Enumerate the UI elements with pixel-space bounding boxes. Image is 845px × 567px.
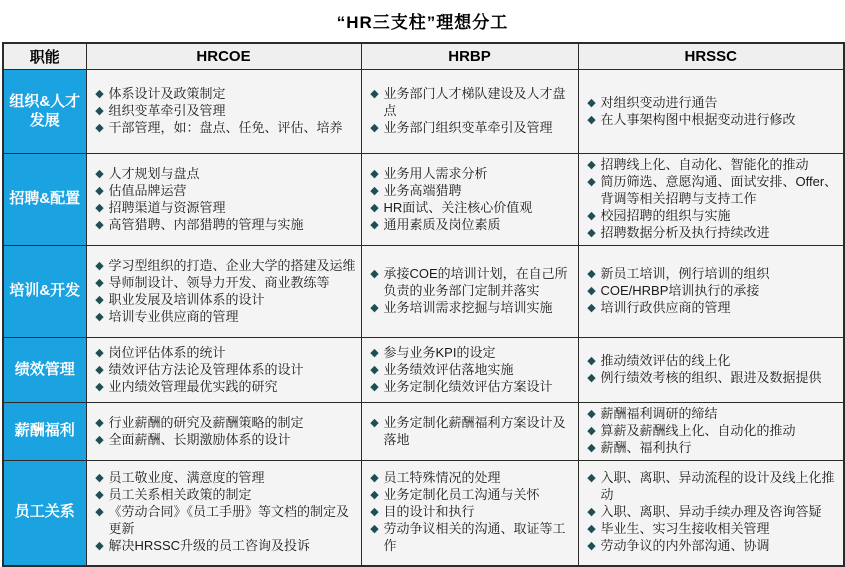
task-item-text: 《劳动合同》《员工手册》等文档的制定及更新 (108, 504, 350, 537)
table-row (3, 403, 844, 461)
list-item (583, 266, 840, 283)
list-item (366, 487, 574, 504)
diamond-bullet-icon: ◆ (587, 113, 596, 126)
cell-hrcoe (86, 403, 361, 461)
diamond-bullet-icon: ◆ (587, 209, 596, 222)
list-item (366, 415, 574, 449)
diamond-bullet-icon: ◆ (95, 506, 104, 519)
cell-hrbp (361, 70, 578, 154)
task-item-text: 业务用人需求分析 (383, 165, 488, 181)
cell-hrbp (361, 461, 578, 566)
list-item (366, 217, 574, 234)
diamond-bullet-icon: ◆ (95, 346, 104, 359)
diamond-bullet-icon: ◆ (587, 285, 596, 297)
task-item-text: 劳动争议相关的沟通、取证等工作 (383, 521, 566, 554)
diamond-bullet-icon: ◆ (370, 506, 379, 519)
task-item-text: 新员工培训，例行培训的组织 (600, 266, 770, 281)
list-item (91, 258, 357, 275)
list-item (91, 432, 357, 449)
table-row (3, 70, 844, 154)
list-item (91, 538, 357, 555)
list-item (91, 309, 357, 326)
diamond-bullet-icon: ◆ (95, 218, 104, 231)
cell-hrssc (578, 338, 844, 403)
diamond-bullet-icon: ◆ (95, 310, 104, 323)
diamond-bullet-icon: ◆ (370, 121, 379, 134)
diamond-bullet-icon: ◆ (95, 489, 104, 502)
list-item (366, 521, 574, 555)
diamond-bullet-icon: ◆ (370, 301, 379, 314)
task-item-text: 体系设计及政策制定 (108, 86, 226, 101)
list-item (366, 200, 574, 217)
task-item-text: 业务部门组织变革牵引及管理 (383, 119, 553, 135)
task-item-text: 学习型组织的打造、企业大学的搭建及运维 (108, 257, 356, 273)
list-item (366, 266, 574, 300)
list-item (583, 283, 840, 300)
row-label: 员工关系 (3, 461, 86, 566)
diamond-bullet-icon: ◆ (370, 218, 379, 231)
diamond-bullet-icon: ◆ (95, 380, 104, 393)
task-item-text: 业务定制化薪酬福利方案设计及落地 (383, 414, 566, 447)
list-item (91, 166, 357, 183)
list-item (583, 521, 840, 538)
diamond-bullet-icon: ◆ (95, 472, 104, 485)
task-item-text: 校园招聘的组织与实施 (600, 207, 731, 223)
table-body (3, 70, 844, 566)
list-item (91, 183, 357, 200)
table-row (3, 461, 844, 566)
cell-hrbp (361, 154, 578, 246)
diamond-bullet-icon: ◆ (587, 540, 596, 553)
list-item (91, 362, 357, 379)
row-label: 绩效管理 (3, 338, 86, 403)
table-row (3, 338, 844, 403)
list-item (583, 423, 840, 440)
list-item (91, 86, 357, 103)
list-item (91, 504, 357, 538)
task-item-text: 例行绩效考核的组织、跟进及数据提供 (600, 370, 822, 385)
task-item-text: 全面薪酬、长期激励体系的设计 (108, 431, 291, 447)
list-item (366, 504, 574, 521)
task-item-text: 薪酬福利调研的缔结 (600, 406, 718, 421)
row-label: 组织&人才发展 (3, 70, 86, 154)
row-label: 招聘&配置 (3, 154, 86, 246)
diamond-bullet-icon: ◆ (95, 184, 104, 197)
list-item (91, 470, 357, 487)
list-item (366, 379, 574, 396)
task-item-text: 职业发展及培训体系的设计 (108, 291, 265, 307)
column-header-function: 职能 (3, 43, 86, 70)
task-item-text: HR面试、关注核心价值观 (383, 199, 533, 215)
diamond-bullet-icon: ◆ (587, 425, 596, 437)
diamond-bullet-icon: ◆ (587, 96, 596, 109)
task-item-text: 薪酬、福利执行 (600, 440, 692, 455)
diamond-bullet-icon: ◆ (95, 416, 104, 429)
diamond-bullet-icon: ◆ (370, 472, 379, 485)
row-label: 薪酬福利 (3, 403, 86, 461)
diamond-bullet-icon: ◆ (95, 122, 104, 134)
diamond-bullet-icon: ◆ (95, 167, 104, 180)
diamond-bullet-icon: ◆ (370, 416, 379, 429)
diamond-bullet-icon: ◆ (587, 226, 596, 239)
list-item (366, 470, 574, 487)
diamond-bullet-icon: ◆ (370, 88, 379, 101)
list-item (366, 345, 574, 362)
list-item (583, 406, 840, 423)
page-title: “HR三支柱”理想分工 (336, 13, 509, 32)
task-item-text: 培训专业供应商的管理 (108, 308, 239, 324)
task-item-text: 导师制设计、领导力开发、商业教练等 (108, 274, 330, 290)
task-item-text: 业内绩效管理最优实践的研究 (108, 378, 278, 394)
list-item (583, 538, 840, 555)
task-item-text: 绩效评估方法论及管理体系的设计 (108, 361, 304, 377)
table-row (3, 154, 844, 246)
list-item (583, 174, 840, 208)
cell-hrbp (361, 338, 578, 403)
task-item-text: 业务绩效评估落地实施 (383, 361, 514, 377)
diamond-bullet-icon: ◆ (370, 268, 379, 281)
diamond-bullet-icon: ◆ (95, 433, 104, 446)
diamond-bullet-icon: ◆ (370, 184, 379, 197)
list-item (583, 470, 840, 504)
task-item-text: 员工敬业度、满意度的管理 (108, 470, 265, 486)
column-header-hrbp: HRBP (361, 43, 578, 70)
task-item-text: 培训行政供应商的管理 (600, 300, 731, 315)
task-item-text: 毕业生、实习生接收相关管理 (600, 521, 770, 537)
list-item (91, 103, 357, 120)
diamond-bullet-icon: ◆ (587, 302, 596, 314)
task-item-text: 承接COE的培训计划，在自己所负责的业务部门定制并落实 (383, 266, 568, 298)
cell-hrcoe (86, 154, 361, 246)
cell-hrssc (578, 70, 844, 154)
task-item-text: 岗位评估体系的统计 (108, 344, 226, 360)
list-item (91, 217, 357, 234)
cell-hrssc (578, 403, 844, 461)
list-item (583, 440, 840, 457)
task-item-text: 业务定制化员工沟通与关怀 (383, 487, 540, 503)
hr-three-pillars-table (2, 42, 845, 567)
diamond-bullet-icon: ◆ (95, 259, 104, 272)
diamond-bullet-icon: ◆ (370, 167, 379, 180)
cell-hrcoe (86, 461, 361, 566)
task-item-text: 业务高端猎聘 (383, 182, 462, 198)
list-item (366, 362, 574, 379)
task-item-text: 高管猎聘、内部猎聘的管理与实施 (108, 216, 304, 232)
list-item (91, 120, 357, 137)
diamond-bullet-icon: ◆ (587, 159, 596, 172)
task-item-text: 推动绩效评估的线上化 (600, 353, 731, 368)
list-item (91, 275, 357, 292)
list-item (366, 300, 574, 317)
list-item (583, 370, 840, 387)
task-item-text: COE/HRBP培训执行的承接 (600, 283, 760, 298)
diamond-bullet-icon: ◆ (587, 442, 596, 454)
task-item-text: 对组织变动进行通告 (600, 94, 718, 110)
task-item-text: 算薪及薪酬线上化、自动化的推动 (600, 423, 796, 438)
diamond-bullet-icon: ◆ (587, 408, 596, 420)
list-item (91, 345, 357, 362)
diamond-bullet-icon: ◆ (95, 363, 104, 376)
diamond-bullet-icon: ◆ (587, 176, 596, 189)
diamond-bullet-icon: ◆ (95, 105, 104, 117)
task-item-text: 业务部门人才梯队建设及人才盘点 (383, 86, 566, 118)
header-row (3, 43, 844, 70)
list-item (91, 292, 357, 309)
task-item-text: 入职、离职、异动流程的设计及线上化推动 (600, 470, 835, 503)
list-item (583, 504, 840, 521)
diamond-bullet-icon: ◆ (587, 472, 596, 485)
diamond-bullet-icon: ◆ (587, 355, 596, 367)
cell-hrbp (361, 403, 578, 461)
diamond-bullet-icon: ◆ (370, 380, 379, 393)
diamond-bullet-icon: ◆ (95, 276, 104, 289)
task-item-text: 组织变革牵引及管理 (108, 103, 226, 118)
list-item (583, 112, 840, 129)
column-header-hrssc: HRSSC (578, 43, 844, 70)
task-item-text: 员工特殊情况的处理 (383, 470, 501, 486)
task-item-text: 招聘线上化、自动化、智能化的推动 (600, 157, 809, 173)
list-item (583, 225, 840, 242)
diamond-bullet-icon: ◆ (370, 489, 379, 502)
diamond-bullet-icon: ◆ (370, 346, 379, 359)
task-item-text: 目的设计和执行 (383, 504, 475, 520)
list-item (91, 487, 357, 504)
cell-hrssc (578, 154, 844, 246)
list-item (366, 86, 574, 120)
list-item (583, 208, 840, 225)
list-item (91, 200, 357, 217)
diamond-bullet-icon: ◆ (587, 523, 596, 536)
cell-hrssc (578, 246, 844, 338)
list-item (583, 95, 840, 112)
list-item (366, 120, 574, 137)
list-item (583, 353, 840, 370)
cell-hrssc (578, 461, 844, 566)
diamond-bullet-icon: ◆ (587, 372, 596, 384)
diamond-bullet-icon: ◆ (95, 88, 104, 100)
task-item-text: 入职、离职、异动手续办理及咨询答疑 (600, 504, 822, 520)
cell-hrcoe (86, 70, 361, 154)
cell-hrbp (361, 246, 578, 338)
table-row (3, 246, 844, 338)
row-label: 培训&开发 (3, 246, 86, 338)
task-item-text: 劳动争议的内外部沟通、协调 (600, 538, 770, 554)
diamond-bullet-icon: ◆ (587, 506, 596, 519)
task-item-text: 干部管理，如：盘点、任免、评估、培养 (108, 120, 343, 135)
diamond-bullet-icon: ◆ (95, 201, 104, 214)
task-item-text: 通用素质及岗位素质 (383, 216, 501, 232)
diamond-bullet-icon: ◆ (95, 293, 104, 306)
list-item (366, 166, 574, 183)
task-item-text: 简历筛选、意愿沟通、面试安排、Offer、背调等相关招聘与支持工作 (600, 174, 838, 206)
diamond-bullet-icon: ◆ (95, 540, 104, 553)
column-header-hrcoe: HRCOE (86, 43, 361, 70)
list-item (91, 379, 357, 396)
task-item-text: 估值品牌运营 (108, 182, 187, 198)
task-item-text: 业务定制化绩效评估方案设计 (383, 378, 553, 394)
task-item-text: 解决HRSSC升级的员工咨询及投诉 (108, 538, 311, 554)
list-item (583, 157, 840, 174)
task-item-text: 业务培训需求挖掘与培训实施 (383, 299, 553, 315)
task-item-text: 在人事架构图中根据变动进行修改 (600, 111, 796, 127)
task-item-text: 行业薪酬的研究及薪酬策略的制定 (108, 414, 304, 430)
task-item-text: 招聘数据分析及执行持续改进 (600, 224, 770, 240)
task-item-text: 人才规划与盘点 (108, 165, 200, 181)
diamond-bullet-icon: ◆ (587, 268, 596, 280)
list-item (583, 300, 840, 317)
cell-hrcoe (86, 338, 361, 403)
task-item-text: 招聘渠道与资源管理 (108, 199, 226, 215)
list-item (366, 183, 574, 200)
task-item-text: 参与业务KPI的设定 (383, 344, 496, 360)
task-item-text: 员工关系相关政策的制定 (108, 487, 252, 503)
diamond-bullet-icon: ◆ (370, 201, 379, 214)
diamond-bullet-icon: ◆ (370, 363, 379, 376)
cell-hrcoe (86, 246, 361, 338)
list-item (91, 415, 357, 432)
diamond-bullet-icon: ◆ (370, 523, 379, 536)
